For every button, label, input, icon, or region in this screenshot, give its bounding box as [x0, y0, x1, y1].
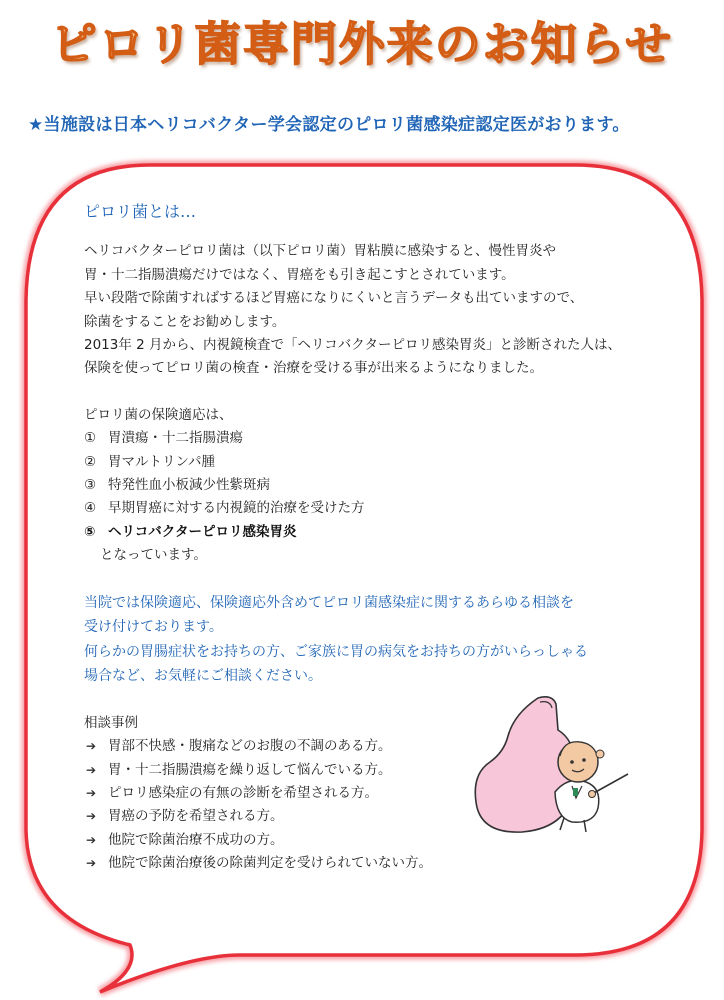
- cases-heading: 相談事例: [84, 714, 138, 731]
- about-line: 除菌をすることをお勧めします。: [84, 313, 286, 330]
- arrow-bullet-icon: ➔: [86, 809, 97, 824]
- about-line: ヘリコバクターピロリ菌は（以下ピロリ菌）胃粘膜に感染すると、慢性胃炎や: [84, 243, 556, 260]
- page-title: ピロリ菌専門外来のお知らせ: [50, 17, 674, 71]
- insurance-item: ① 胃潰瘍・十二指腸潰瘍: [84, 430, 243, 447]
- stomach-doctor-illustration: [460, 690, 640, 840]
- insurance-item-highlighted: ⑤ ヘリコバクターピロリ感染胃炎: [84, 523, 297, 540]
- arrow-bullet-icon: ➔: [86, 832, 97, 847]
- case-item: ➔ 胃癌の予防を希望される方。: [84, 805, 664, 828]
- insurance-outro: となっています。: [100, 547, 207, 564]
- consult-line: 受け付けております。: [84, 619, 223, 636]
- case-item: ➔ 他院で除菌治療不成功の方。: [84, 829, 664, 852]
- case-item: ➔ 胃・十二指腸潰瘍を繰り返して悩んでいる方。: [84, 759, 664, 782]
- about-line: 胃・十二指腸潰瘍だけではなく、胃癌をも引き起こすとされています。: [84, 266, 515, 283]
- insurance-intro: ピロリ菌の保険適応は、: [84, 406, 233, 423]
- insurance-item: ④ 早期胃癌に対する内視鏡的治療を受けた方: [84, 500, 365, 517]
- arrow-bullet-icon: ➔: [86, 762, 97, 777]
- case-item: ➔ ピロリ感染症の有無の診断を希望される方。: [84, 782, 664, 805]
- consult-line: 場合など、お気軽にご相談ください。: [84, 668, 322, 685]
- insurance-item: ③ 特発性血小板減少性紫斑病: [84, 477, 270, 494]
- insurance-item: ② 胃マルトリンパ腫: [84, 453, 216, 470]
- about-line: 2013年 2 月から、内視鏡検査で「ヘリコバクターピロリ感染胃炎」と診断された人は、: [84, 337, 621, 354]
- about-line: 早い段階で除菌すればするほど胃癌になりにくいと言うデータも出ていますので、: [84, 290, 584, 307]
- arrow-bullet-icon: ➔: [86, 739, 97, 754]
- case-item: ➔ 他院で除菌治療後の除菌判定を受けられていない方。: [84, 852, 664, 875]
- consult-line: 当院では保険適応、保険適応外含めてピロリ菌感染症に関するあらゆる相談を: [84, 594, 574, 611]
- arrow-bullet-icon: ➔: [86, 856, 97, 871]
- certification-notice: ★当施設は日本ヘリコバクター学会認定のピロリ菌感染症認定医がおります。: [28, 115, 630, 135]
- about-line: 保険を使ってピロリ菌の検査・治療を受ける事が出来るようになりました。: [84, 360, 543, 377]
- about-heading: ピロリ菌とは…: [84, 202, 197, 221]
- arrow-bullet-icon: ➔: [86, 785, 97, 800]
- case-item: ➔ 胃部不快感・腹痛などのお腹の不調のある方。: [84, 735, 664, 758]
- consult-line: 何らかの胃腸症状をお持ちの方、ご家族に胃の病気をお持ちの方がいらっしゃる: [84, 643, 588, 660]
